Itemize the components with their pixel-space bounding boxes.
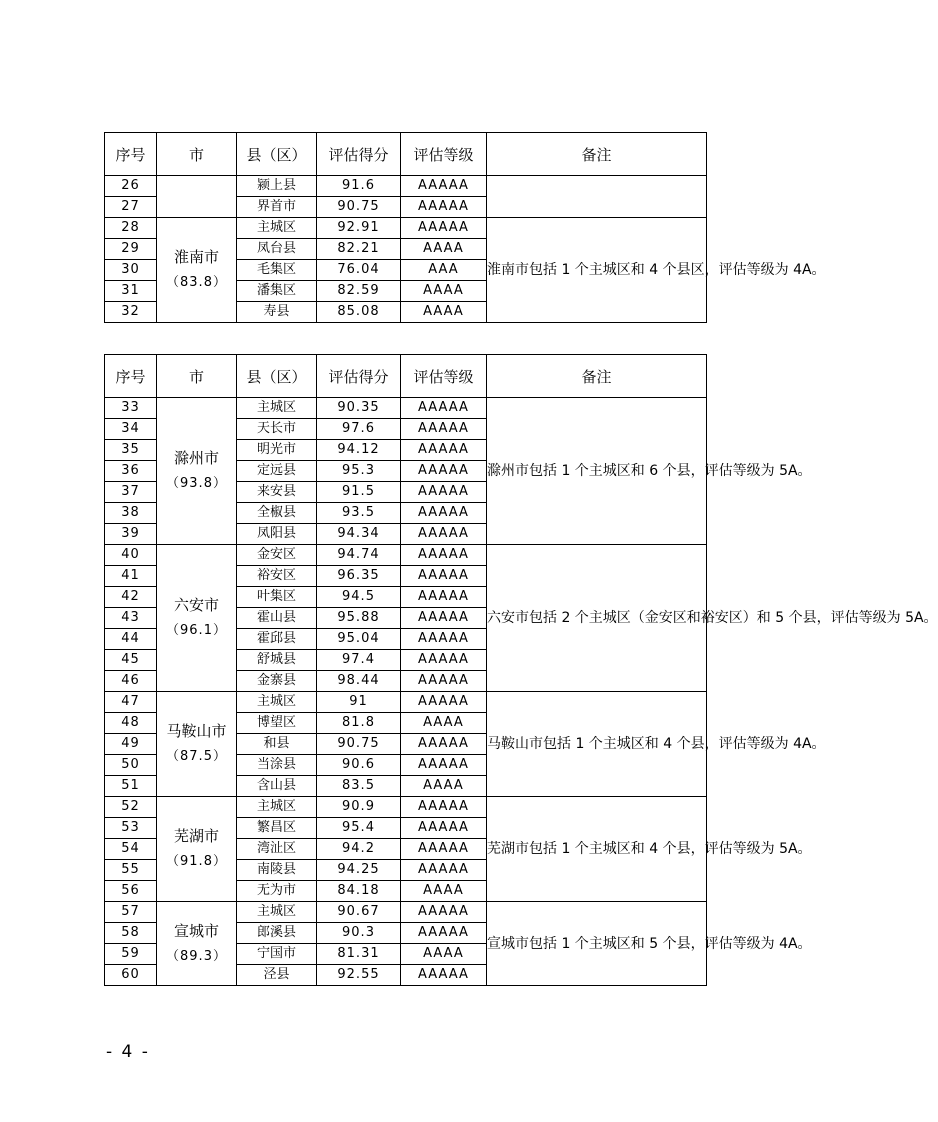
grade-cell: AAAAA	[401, 839, 487, 860]
county-cell: 主城区	[237, 902, 317, 923]
score-cell: 85.08	[317, 302, 401, 323]
table-row	[105, 398, 707, 419]
score-cell: 92.91	[317, 218, 401, 239]
county-cell: 博望区	[237, 713, 317, 734]
serial-cell: 38	[105, 503, 157, 524]
grade-cell: AAAAA	[401, 734, 487, 755]
serial-cell: 44	[105, 629, 157, 650]
city-name: 六安市	[173, 596, 219, 614]
header-score: 评估得分	[317, 133, 401, 176]
county-cell: 寿县	[237, 302, 317, 323]
remark-cell-wuhu: 芜湖市包括 1 个主城区和 4 个县，评估等级为 5A。	[487, 797, 707, 902]
city-name: 芜湖市	[173, 827, 219, 845]
score-cell: 95.3	[317, 461, 401, 482]
city-cell-wuhu	[157, 797, 237, 902]
remark-cell-luan: 六安市包括 2 个主城区（金安区和裕安区）和 5 个县，评估等级为 5A。	[487, 545, 707, 692]
grade-cell: AAAAA	[401, 398, 487, 419]
county-cell: 全椒县	[237, 503, 317, 524]
city-name: 马鞍山市	[166, 722, 227, 740]
county-cell: 泾县	[237, 965, 317, 986]
header-county: 县（区）	[237, 133, 317, 176]
score-cell: 90.35	[317, 398, 401, 419]
score-cell: 90.67	[317, 902, 401, 923]
county-cell: 主城区	[237, 218, 317, 239]
grade-cell: AAAAA	[401, 440, 487, 461]
score-cell: 91.5	[317, 482, 401, 503]
score-cell: 90.6	[317, 755, 401, 776]
remark-cell-xuancheng: 宣城市包括 1 个主城区和 5 个县，评估等级为 4A。	[487, 902, 707, 986]
county-cell: 裕安区	[237, 566, 317, 587]
county-cell: 叶集区	[237, 587, 317, 608]
city-name: 宣城市	[173, 921, 219, 940]
county-cell: 湾沚区	[237, 839, 317, 860]
grade-cell: AAAAA	[401, 923, 487, 944]
table-row	[105, 692, 707, 713]
score-cell: 90.3	[317, 923, 401, 944]
county-cell: 无为市	[237, 881, 317, 902]
header-grade: 评估等级	[401, 133, 487, 176]
header-remark: 备注	[487, 355, 707, 398]
score-cell: 94.74	[317, 545, 401, 566]
grade-cell: AAAA	[401, 713, 487, 734]
city-score: （89.3）	[166, 948, 227, 964]
serial-cell: 54	[105, 839, 157, 860]
county-cell: 南陵县	[237, 860, 317, 881]
serial-cell: 45	[105, 650, 157, 671]
serial-cell: 51	[105, 776, 157, 797]
city-score: （96.1）	[166, 623, 227, 638]
table-row	[105, 218, 707, 239]
grade-cell: AAAA	[401, 239, 487, 260]
grade-cell: AAAAA	[401, 902, 487, 923]
city-name: 淮南市	[173, 248, 219, 266]
score-cell: 97.6	[317, 419, 401, 440]
score-cell: 84.18	[317, 881, 401, 902]
score-cell: 76.04	[317, 260, 401, 281]
serial-cell: 29	[105, 239, 157, 260]
header-score: 评估得分	[317, 355, 401, 398]
county-cell: 主城区	[237, 398, 317, 419]
grade-cell: AAAAA	[401, 650, 487, 671]
serial-cell: 50	[105, 755, 157, 776]
grade-cell: AAAAA	[401, 566, 487, 587]
score-cell: 83.5	[317, 776, 401, 797]
serial-cell: 49	[105, 734, 157, 755]
serial-cell: 42	[105, 587, 157, 608]
grade-cell: AAAAA	[401, 419, 487, 440]
page-number: - 4 -	[106, 1042, 150, 1062]
grade-cell: AAAAA	[401, 797, 487, 818]
serial-cell: 53	[105, 818, 157, 839]
remark-cell-maanshan: 马鞍山市包括 1 个主城区和 4 个县，评估等级为 4A。	[487, 692, 707, 797]
header-county: 县（区）	[237, 355, 317, 398]
score-cell: 82.59	[317, 281, 401, 302]
county-cell: 和县	[237, 734, 317, 755]
grade-cell: AAAA	[401, 281, 487, 302]
serial-cell: 32	[105, 302, 157, 323]
header-serial: 序号	[105, 133, 157, 176]
serial-cell: 37	[105, 482, 157, 503]
header-city: 市	[157, 133, 237, 176]
header-city: 市	[157, 355, 237, 398]
serial-cell: 41	[105, 566, 157, 587]
county-cell: 含山县	[237, 776, 317, 797]
serial-cell: 31	[105, 281, 157, 302]
score-cell: 94.34	[317, 524, 401, 545]
score-cell: 90.9	[317, 797, 401, 818]
county-cell: 来安县	[237, 482, 317, 503]
score-cell: 95.4	[317, 818, 401, 839]
remark-cell-huainan: 淮南市包括 1 个主城区和 4 个县区，评估等级为 4A。	[487, 218, 707, 323]
grade-cell: AAAAA	[401, 524, 487, 545]
serial-cell: 28	[105, 218, 157, 239]
county-cell: 毛集区	[237, 260, 317, 281]
table-row	[105, 797, 707, 818]
county-cell: 霍邱县	[237, 629, 317, 650]
serial-cell: 30	[105, 260, 157, 281]
city-score: （87.5）	[166, 749, 227, 764]
county-cell: 主城区	[237, 797, 317, 818]
county-cell: 界首市	[237, 197, 317, 218]
score-cell: 82.21	[317, 239, 401, 260]
header-grade: 评估等级	[401, 355, 487, 398]
serial-cell: 47	[105, 692, 157, 713]
score-cell: 93.5	[317, 503, 401, 524]
county-cell: 定远县	[237, 461, 317, 482]
city-cell-luan	[157, 545, 237, 692]
county-cell: 颍上县	[237, 176, 317, 197]
grade-cell: AAAA	[401, 302, 487, 323]
city-cell-empty	[157, 176, 237, 218]
county-cell: 主城区	[237, 692, 317, 713]
assessment-table-2	[104, 354, 938, 986]
serial-cell: 57	[105, 902, 157, 923]
serial-cell: 36	[105, 461, 157, 482]
table-row	[105, 545, 707, 566]
county-cell: 繁昌区	[237, 818, 317, 839]
county-cell: 当涂县	[237, 755, 317, 776]
serial-cell: 34	[105, 419, 157, 440]
county-cell: 郎溪县	[237, 923, 317, 944]
serial-cell: 55	[105, 860, 157, 881]
score-cell: 98.44	[317, 671, 401, 692]
city-cell-maanshan	[157, 692, 237, 797]
grade-cell: AAAAA	[401, 503, 487, 524]
county-cell: 金安区	[237, 545, 317, 566]
header-remark: 备注	[487, 133, 707, 176]
remark-cell-chuzhou: 滁州市包括 1 个主城区和 6 个县，评估等级为 5A。	[487, 398, 707, 545]
score-cell: 91.6	[317, 176, 401, 197]
grade-cell: AAAA	[401, 776, 487, 797]
grade-cell: AAAAA	[401, 461, 487, 482]
grade-cell: AAAAA	[401, 755, 487, 776]
score-cell: 95.88	[317, 608, 401, 629]
grade-cell: AAAA	[401, 881, 487, 902]
score-cell: 81.8	[317, 713, 401, 734]
serial-cell: 56	[105, 881, 157, 902]
score-cell: 97.4	[317, 650, 401, 671]
serial-cell: 35	[105, 440, 157, 461]
grade-cell: AAAAA	[401, 218, 487, 239]
city-score: （93.8）	[166, 476, 227, 491]
serial-cell: 33	[105, 398, 157, 419]
county-cell: 潘集区	[237, 281, 317, 302]
table-row	[105, 902, 707, 923]
table-header-row	[105, 133, 707, 176]
city-score: （83.8）	[166, 275, 227, 290]
serial-cell: 46	[105, 671, 157, 692]
score-cell: 94.5	[317, 587, 401, 608]
city-name: 滁州市	[173, 449, 219, 467]
city-cell-chuzhou	[157, 398, 237, 545]
score-cell: 94.25	[317, 860, 401, 881]
score-cell: 94.2	[317, 839, 401, 860]
grade-cell: AAAAA	[401, 608, 487, 629]
grade-cell: AAAAA	[401, 176, 487, 197]
grade-cell: AAAAA	[401, 965, 487, 986]
county-cell: 舒城县	[237, 650, 317, 671]
serial-cell: 43	[105, 608, 157, 629]
county-cell: 凤台县	[237, 239, 317, 260]
score-cell: 90.75	[317, 197, 401, 218]
county-cell: 凤阳县	[237, 524, 317, 545]
county-cell: 霍山县	[237, 608, 317, 629]
city-cell-xuancheng	[157, 902, 237, 986]
grade-cell: AAAAA	[401, 860, 487, 881]
city-score: （91.8）	[166, 854, 227, 869]
serial-cell: 26	[105, 176, 157, 197]
serial-cell: 52	[105, 797, 157, 818]
grade-cell: AAA	[401, 260, 487, 281]
county-cell: 明光市	[237, 440, 317, 461]
score-cell: 94.12	[317, 440, 401, 461]
county-cell: 宁国市	[237, 944, 317, 965]
county-cell: 金寨县	[237, 671, 317, 692]
remark-cell-empty	[487, 176, 707, 218]
grade-cell: AAAAA	[401, 545, 487, 566]
grade-cell: AAAAA	[401, 692, 487, 713]
table-header-row	[105, 355, 707, 398]
serial-cell: 27	[105, 197, 157, 218]
assessment-table-1	[104, 132, 826, 323]
city-cell-huainan	[157, 218, 237, 323]
serial-cell: 59	[105, 944, 157, 965]
grade-cell: AAAAA	[401, 629, 487, 650]
score-cell: 95.04	[317, 629, 401, 650]
serial-cell: 39	[105, 524, 157, 545]
serial-cell: 40	[105, 545, 157, 566]
header-serial: 序号	[105, 355, 157, 398]
score-cell: 91	[317, 692, 401, 713]
serial-cell: 60	[105, 965, 157, 986]
serial-cell: 48	[105, 713, 157, 734]
grade-cell: AAAAA	[401, 671, 487, 692]
grade-cell: AAAAA	[401, 587, 487, 608]
serial-cell: 58	[105, 923, 157, 944]
grade-cell: AAAAA	[401, 482, 487, 503]
score-cell: 92.55	[317, 965, 401, 986]
county-cell: 天长市	[237, 419, 317, 440]
score-cell: 81.31	[317, 944, 401, 965]
grade-cell: AAAA	[401, 944, 487, 965]
grade-cell: AAAAA	[401, 197, 487, 218]
score-cell: 96.35	[317, 566, 401, 587]
table-row	[105, 176, 707, 197]
grade-cell: AAAAA	[401, 818, 487, 839]
score-cell: 90.75	[317, 734, 401, 755]
table2-body	[105, 398, 938, 986]
